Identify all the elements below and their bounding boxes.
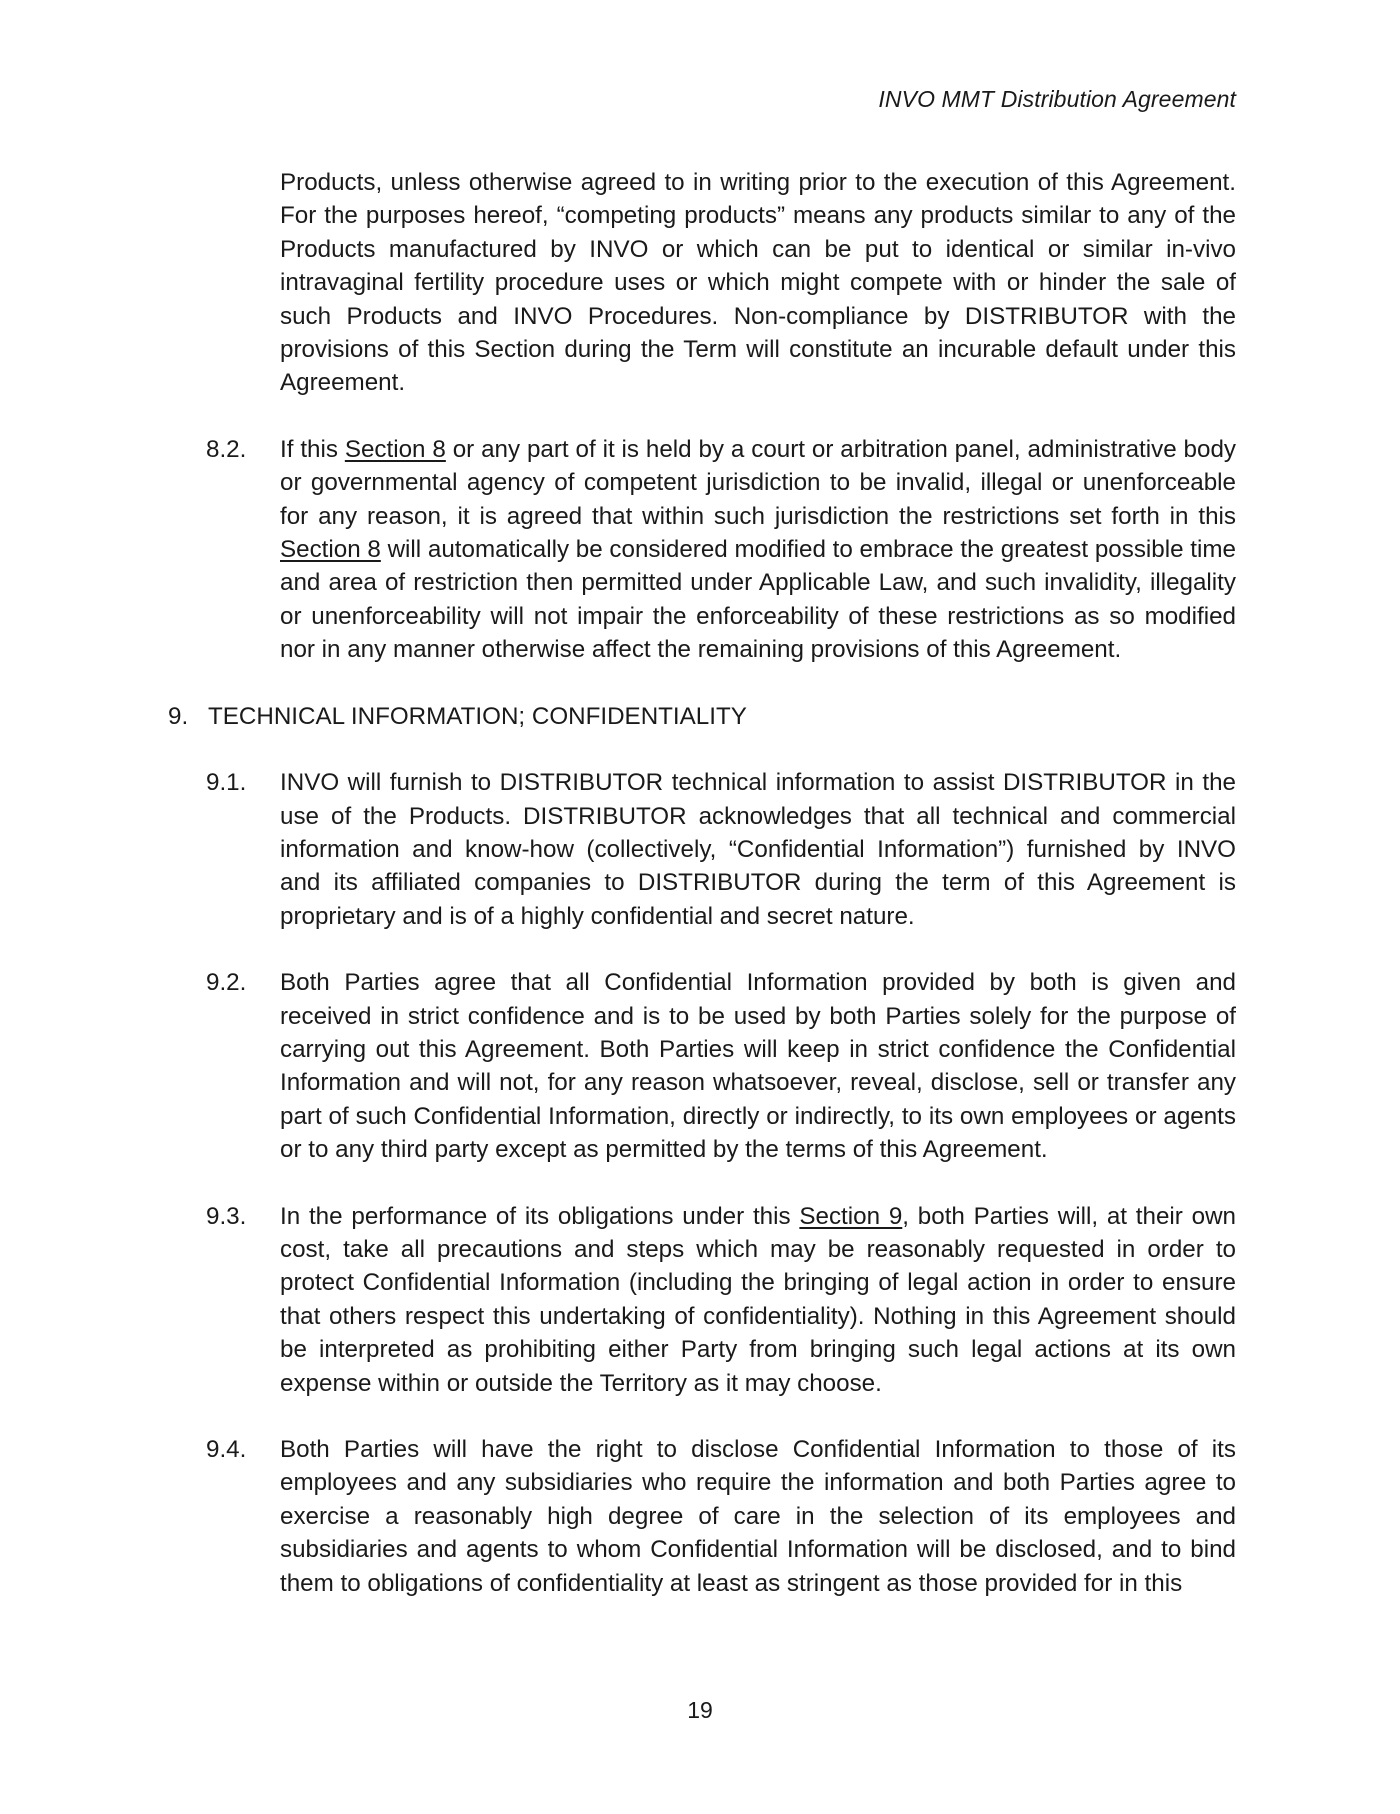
document-body (168, 166, 1236, 1633)
section-9-heading (168, 700, 1236, 733)
page-number: 19 (687, 1697, 713, 1723)
section-9-reference-link[interactable]: Section 9 (799, 1202, 903, 1230)
clause-number: 9.4. (206, 1436, 247, 1463)
clause-8-2 (168, 433, 1236, 667)
clause-9-4 (168, 1433, 1236, 1600)
clause-9-1 (168, 766, 1236, 933)
clause-text: will automatically be considered modified to embrace the greatest possible time and area of restriction then permitted under Applicable Law, and such invalidity, illegality or unenforceability will not impair the enforceability of these restrictions as so modified nor in any manner otherwise affect the remaining provisions of this Agreement. (280, 536, 1236, 664)
clause-number: 9.2. (206, 969, 247, 997)
clause-number: 8.2. (206, 435, 247, 463)
section-number: 9. (168, 702, 189, 730)
continued-paragraph-text: Products, unless otherwise agreed to in writing prior to the execution of this Agreement. For the purposes hereof, “competing products” means any products similar to any of the Products manufactured by INVO or which can be put to identical or similar in-vivo intravaginal fertility procedure uses or which might compete with or hinder the sale of such Products and INVO Procedures. Non-compliance by DISTRIBUTOR with the provisions of this Section during the Term will constitute an incurable default under this Agreement. (280, 169, 1236, 397)
running-header: INVO MMT Distribution Agreement (878, 86, 1236, 112)
clause-number: 9.3. (206, 1202, 247, 1230)
clause-9-2 (168, 966, 1236, 1166)
continued-paragraph (168, 166, 1236, 400)
section-8-reference-link[interactable]: Section 8 (280, 536, 381, 564)
clause-text: or any part of it is held by a court or arbitration panel, administrative body or governmental agency of competent jurisdiction to be invalid, illegal or unenforceable for any reason, it is agreed that within such jurisdiction the restrictions set forth in this (280, 435, 1236, 530)
clause-text: Both Parties agree that all Confidential Information provided by both is given and received in strict confidence and is to be used by both Parties solely for the purpose of carrying out this Agreement. Both Parties will keep in strict confidence the Confidential Information and will not, for any reason whatsoever, reveal, disclose, sell or transfer any part of such Confidential Information, directly or indirectly, to its own employees or agents or to any third party except as permitted by the terms of this Agreement. (280, 969, 1236, 1164)
section-title: TECHNICAL INFORMATION; CONFIDENTIALITY (208, 702, 747, 730)
clause-text: If this (280, 435, 345, 463)
clause-number: 9.1. (206, 769, 247, 797)
clause-text: Both Parties will have the right to disclose Confidential Information to those of its employees and any subsidiaries who require the information and both Parties agree to exercise a reasonably high degree of care in the selection of its employees and subsidiaries and agents to whom Confidential Information will be disclosed, and to bind them to obligations of confidentiality at least as stringent as those provided for in this (280, 1436, 1236, 1597)
clause-text: In the performance of its obligations under this (280, 1202, 800, 1230)
clause-text: INVO will furnish to DISTRIBUTOR technical information to assist DISTRIBUTOR in the use of the Products. DISTRIBUTOR acknowledges that all technical and commercial information and know-how (collectively, “Confidential Information”) furnished by INVO and its affiliated companies to DISTRIBUTOR during the term of this Agreement is proprietary and is of a highly confidential and secret nature. (280, 769, 1236, 930)
clause-text: , both Parties will, at their own cost, take all precautions and steps which may be reasonably requested in order to protect Confidential Information (including the bringing of legal action in order to ensure that others respect this undertaking of confidentiality). Nothing in this Agreement should be interpreted as prohibiting either Party from bringing such legal actions at its own expense within or outside the Territory as it may choose. (280, 1202, 1236, 1397)
clause-9-3 (168, 1200, 1236, 1400)
section-8-reference-link[interactable]: Section 8 (344, 435, 446, 463)
